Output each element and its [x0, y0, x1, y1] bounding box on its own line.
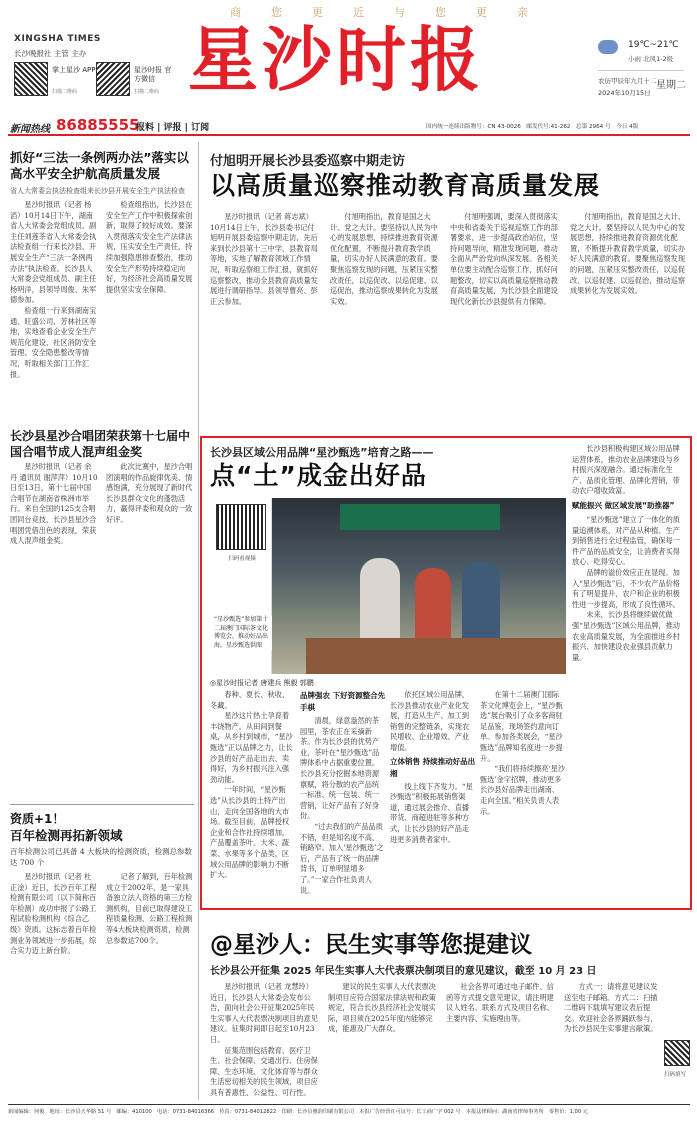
weather-divider	[598, 70, 684, 71]
a3-col-2: 记者了解到，百年检测成立于2002年，是一家具备独立法人资格的第三方检测机构，目前已取得建设工程质量检测、公路工程检测等4大板块检测资质，检测总参数达700个。	[106, 872, 193, 945]
feature-col-4: 在第十二届澳门国际茶文化博览会上，“星沙甄选”展台吸引了众多客商驻足品鉴，现场签约意向订单。参加各类展会，“星沙甄选”品牌知名度进一步提升。 “我们将持续擦亮‘星沙甄选’金字招牌，推动更多长沙县好品牌走出湖南、走向全国。”相关负责人表示。	[480, 690, 566, 816]
bottom-qr-code[interactable]	[664, 1040, 690, 1066]
photo-counter	[306, 638, 566, 674]
a1-col-1: 星沙时报讯（记者 杨滔）10月14日下午，湖南省人大常委会党组成员、副主任刘莲茶省人大常委会执法检查组一行来长沙县，开展安全生产“三法一条例两办法”执法检查。长沙县人大常委会党组成员、副主任杨明洋，县领导周俊、朱军德参加。 检查组一行来到湖南宝通、旺盛公司、芳林社区等地，实地查看企业安全生产规范化建设、社区消防安全管理、安全隐患整改等情况，听取相关部门工作汇报。	[10, 200, 97, 379]
lead-col-1: 星沙时报讯（记者 蒋志斌）10月14日上午，长沙县委书记付旭明开展县委巡察中期走访，先后来到长沙县第十三中学、县教育局等地，实地了解教育领域工作情况，听取巡察组工作汇报，就抓好巡察整改、推动全县教育高质量发展进行调研指导。县领导曹亮、彭正云参加。	[210, 212, 318, 306]
qr-app-label: 掌上星沙 APP	[52, 66, 96, 74]
lead-col-4: 付旭明指出，教育是国之大计、党之大计。要坚持以人民为中心的发展思想，持续推进教育资源优化配置，不断提升教育教学质量，切实办好人民满意的教育。要聚焦巡察发现的问题，压紧压实整改责任，以巡促改、以巡促建、以巡促治，推动巡察成果转化为发展实效。	[570, 212, 686, 296]
weather-desc: 小雨 北风1-2级	[628, 55, 674, 63]
a1-title: 抓好“三法一条例两办法”落实以高水平安全护航高质量发展	[10, 150, 189, 181]
issue-date: 2024年10月15日	[598, 89, 651, 97]
brand-sub: 长沙晚报社 主管 主办	[14, 49, 87, 58]
weather-icon	[598, 40, 618, 54]
bottom-col-3: 社会各界可通过电子邮件、信函等方式提交意见建议，请注明建议人姓名、联系方式及项目名称、主要内容、实施理由等。	[446, 982, 554, 1023]
hotline-links[interactable]: 报料 | 评报 | 订阅	[136, 123, 210, 133]
bottom-col-2: 建议的民生实事人大代表票决制项目应符合国家法律法规和政策规定，符合长沙县经济社会发展实际，项目须在2025年度内能够完成，能惠及广大群众。	[328, 982, 436, 1034]
masthead-title: 星沙时报	[188, 19, 484, 101]
a2-title: 长沙县星沙合唱团荣获第十七届中国合唱节成人混声组金奖	[10, 426, 196, 460]
weather-temp: 19℃~21℃	[628, 40, 679, 50]
feature-title: 点“土”成金出好品	[210, 461, 427, 490]
a1-col-2: 检查组指出，长沙县在安全生产工作中积极探索创新，取得了较好成效。要深入贯彻落实安全生产法律法规，压实安全生产责任，持续加强隐患排查整治，推动安全生产形势持续稳定向好，为经济社会高质量发展提供坚实安全保障。	[106, 200, 193, 294]
lead-col-2: 付旭明指出，教育是国之大计、党之大计。要坚持以人民为中心的发展思想，持续推进教育资源优化配置，不断提升教育教学质量，切实办好人民满意的教育。要聚焦巡察发现的问题，压紧压实整改责任，以巡促改、以巡促建、以巡促治，推动巡察成果转化为发展实效。	[330, 212, 438, 306]
feature-col-1: 春种、夏长、秋收、冬藏。 星沙这片热土孕育着丰饶物产。从田间到餐桌，从乡村到城市，“星沙甄选”正以品牌之力，让长沙县的好产品走出去、卖得好，为乡村振兴注入强劲动能。 一年时间，“星沙甄选”从长沙县的土特产出山，走向全国各地的大市场。截至目前，品牌授权企业和合作社持续增加，产品覆盖茶叶、大米、蔬菜、水果等多个品类，区域公用品牌的影响力不断扩大。	[210, 690, 293, 880]
lead-col-3: 付旭明强调，要深入贯彻落实中央和省委关于巡视巡察工作的部署要求，进一步提高政治站位，坚持问题导向，精准发现问题，推动全面从严治党向纵深发展。各相关单位要主动配合巡察工作，抓好问题整改，切实以高质量巡察推动教育高质量发展，为长沙县全面建设现代化新长沙县提供有力保障。	[450, 212, 558, 306]
feature-heading-1: 品牌强农 下好资源整合先手棋	[300, 691, 386, 712]
slogan: 商 您 更 近 与 您 更 亲	[230, 6, 530, 19]
lead-title: 以高质量巡察推动教育高质量发展	[210, 171, 601, 200]
bottom-title: @星沙人：民生实事等您提建议	[210, 932, 532, 958]
photo-booth-sign	[340, 504, 500, 530]
left-divider	[198, 142, 199, 1100]
bottom-col-1: 星沙时报讯（记者 龙慧玲）近日，长沙县人大常委会发布公告，面向社会公开征集2025年民生实事人大代表票决制项目的意见建议。征集时间即日起至10月23日。 征集范围包括教育、医疗卫生、社会保障、交通出行、住房保障、生态环境、文化体育等与群众生活密切相关的民生领域，项目应具有普惠性、公益性、可行性。	[210, 982, 318, 1097]
feature-col-5: 长沙县积极构建区域公用品牌运营体系，推动农业品牌建设与乡村振兴深度融合。通过标准化生产、品质化管理、品牌化营销，带动农户增收致富。 赋能振兴 做区域发展“助推器” “星沙甄选”建立了一体化的质量追溯体系，对产品从种植、生产到销售进行全过程监管，确保每一件产品的品质安全，让消费者买得放心、吃得安心。 品牌的溢价效应正在显现。加入“星沙甄选”后，不少农产品价格有了明显提升，农户和企业的积极性进一步提高，形成了良性循环。 未来，长沙县将继续做优做强“星沙甄选”区域公用品牌，推动农业高质量发展，为全面推进乡村振兴、加快建设农业强县贡献力量。	[572, 444, 686, 906]
cover-qr-code[interactable]	[216, 504, 266, 550]
feature-kicker: 长沙县区域公用品牌“星沙甄选”培育之路——	[210, 446, 434, 459]
left-rule-2	[10, 804, 194, 805]
a2-col-1: 星沙时报讯（记者 余丹 通讯员 谢萍萍）10月10日至13日，第十七届中国合唱节在湖南省株洲市举行。来自全国的125支合唱团同台竞技，长沙县星沙合唱团凭借出色的表现，荣获成人混声组金奖。	[10, 462, 98, 546]
weekday: 星期二	[656, 80, 686, 91]
qr-wechat-label: 星沙时报 官方微信	[134, 66, 172, 83]
brand-en: XINGSHA TIMES	[14, 34, 101, 44]
info-bar	[8, 118, 690, 136]
footer-rule	[8, 1104, 690, 1105]
a3-title-top: 资质+1！	[10, 812, 65, 826]
cover-qr-panel	[210, 498, 272, 674]
feature-box	[200, 436, 692, 910]
feature-heading-3: 赋能振兴 做区域发展“助推器”	[572, 500, 675, 510]
photo-caption: “星沙甄选”参加第十二届澳门国际茶文化博览会，推动好品出海。星沙甄选供图	[214, 616, 272, 650]
feature-col-2: 品牌强农 下好资源整合先手棋 清晨，绿意盎然的茶园里，茶农正在采摘新茶。作为长沙县的优势产业，茶叶在“星沙甄选”品牌体系中占据重要位置。长沙县充分挖掘本地资源禀赋，将分散的农产品统一标准、统一包装、统一营销，让好产品有了好身份。 “过去我们的产品品质不错，但是知名度不高，销路窄。加入‘星沙甄选’之后，产品有了统一的品牌背书，订单明显增多了。”一家合作社负责人说。	[300, 691, 386, 895]
a3-title: 百年检测再拓新领域	[10, 828, 123, 843]
bottom-col-4: 方式一：请将意见建议发送至电子邮箱。方式二：扫描二维码下载填写建议表后提交。欢迎社会各界踊跃参与，为长沙县民生实事建言献策。	[564, 982, 658, 1034]
cover-qr-caption: 扫码看视频	[228, 556, 256, 562]
lead-kicker: 付旭明开展长沙县委巡察中期走访	[210, 154, 406, 169]
publication-info: 国内统一连续出版物号：CN 43-0026 邮发代号:41-262 总第 2964 号 今日 4版	[426, 124, 639, 130]
feature-heading-2: 立体销售 持续推动好品出湘	[390, 756, 476, 778]
qr-wechat-caption: 扫描二维码	[134, 89, 160, 95]
lunar-date: 农历甲辰年九月十二	[598, 77, 657, 85]
a3-subtitle: 百年检测公司已具备 4 大板块的检测资质，检测总参数达 700 个	[10, 847, 193, 867]
a3-col-1: 星沙时报讯（记者 杜正淦）近日，长沙百年工程检测有限公司（以下简称百年检测）成功申报了公路工程试验检测机构《综合乙级》资质。这标志着百年检测业务领域进一步拓展，综合实力迈上新台阶。	[10, 872, 97, 956]
a1-subtitle: 省人大常委会执法检查组来长沙县开展安全生产执法检查	[10, 187, 185, 195]
qr-wechat[interactable]	[96, 62, 130, 96]
feature-byline: ◎星沙时报记者 唐建兵 熊毅 郭鹏	[210, 679, 314, 687]
footer: 新闻编辑：何俊 地址：长沙县天华路 51 号 邮编：410100 电话：0731-84016366 传真：0731-84012822 印刷：长沙县雅韵印刷有限公司 本报广告经营许可证号：长工商广字 002 号 本报法律顾问：湖南省律师事务所 零售价：1.00 元	[8, 1109, 588, 1115]
a2-col-2: 此次比赛中，星沙合唱团演唱的作品旋律优美、情感饱满，充分展现了新时代长沙县群众文化的蓬勃活力，赢得评委和观众的一致好评。	[106, 462, 193, 524]
bottom-qr-caption: 扫码填写	[664, 1072, 687, 1078]
qr-app-caption: 扫描二维码	[52, 89, 78, 95]
qr-app[interactable]	[14, 62, 48, 96]
hotline-number[interactable]: 86885555	[56, 116, 140, 134]
hotline-label: 新闻热线	[10, 124, 50, 135]
bottom-subtitle: 长沙县公开征集 2025 年民生实事人大代表票决制项目的意见建议，截至 10 月 23 日	[210, 966, 597, 977]
feature-col-3: 依托区域公用品牌，长沙县推动农业产业化发展，打造从生产、加工到销售的完整链条，实现农民增收、企业增效、产业增值。 立体销售 持续推动好品出湘 线上线下齐发力。“星沙甄选”积极拓展销售渠道，通过展会推介、直播带货、商超进驻等多种方式，让长沙县的好产品走进更多消费者家中。	[390, 690, 476, 844]
masthead	[0, 0, 697, 104]
